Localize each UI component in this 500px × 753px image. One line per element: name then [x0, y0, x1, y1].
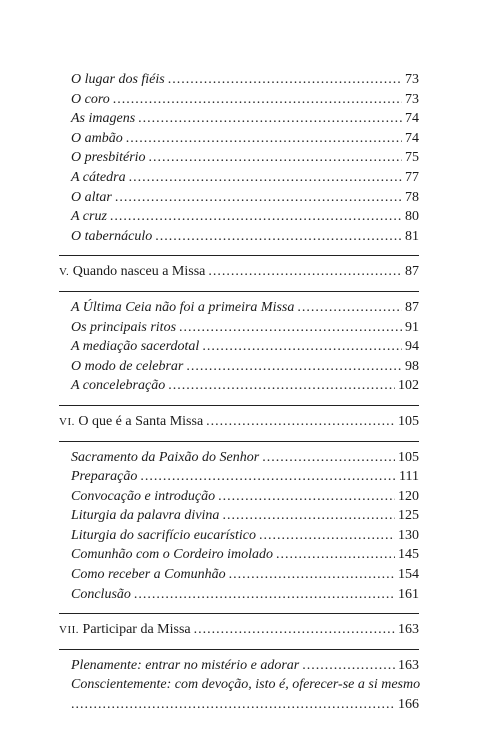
toc-entry-title: As imagens [71, 111, 136, 127]
toc-entry-page: 77 [405, 169, 419, 185]
toc-entry-title: Liturgia da palavra divina [71, 508, 220, 524]
section-divider [59, 291, 419, 292]
toc-entry [59, 526, 419, 546]
dot-leader [222, 506, 395, 526]
toc-entry-page: 105 [398, 449, 419, 465]
section-vi-entries [59, 448, 419, 605]
chapter-heading-v [59, 262, 419, 282]
dot-leader [113, 90, 402, 110]
section-vii-entries [59, 656, 419, 715]
toc-entry [59, 656, 419, 676]
toc-entry-page: 74 [405, 130, 419, 146]
toc-entry-title: A cátedra [71, 169, 126, 185]
toc-entry-title: O tabernáculo [71, 228, 153, 244]
dot-leader [110, 207, 402, 227]
toc-entry-page: 94 [405, 339, 419, 355]
toc-entry [59, 188, 419, 208]
table-of-contents [59, 70, 419, 715]
dot-leader [115, 188, 402, 208]
toc-entry-title: A cruz [71, 209, 107, 225]
toc-entry [59, 168, 419, 188]
dot-leader [218, 487, 395, 507]
toc-entry-page: 91 [405, 319, 419, 335]
toc-entry-page: 81 [405, 228, 419, 244]
toc-entry-page: 80 [405, 209, 419, 225]
dot-leader [126, 129, 402, 149]
chapter-heading-vi [59, 412, 419, 432]
toc-entry [59, 357, 419, 377]
toc-entry-page: 120 [398, 488, 419, 504]
chapter-numeral: V. [59, 266, 70, 279]
chapter-heading-vii [59, 620, 419, 640]
dot-leader [302, 656, 395, 676]
toc-entry-page: 161 [398, 586, 419, 602]
section-a-entries [59, 70, 419, 246]
toc-entry-title: Como receber a Comunhão [71, 567, 226, 583]
chapter-numeral: VI. [59, 415, 75, 428]
section-divider [59, 405, 419, 406]
toc-entry [59, 506, 419, 526]
toc-entry-title: Convocação e introdução [71, 488, 216, 504]
toc-entry-title: Preparação [71, 469, 138, 485]
chapter-title: O que é a Santa Missa [78, 413, 204, 429]
chapter-numeral: VII. [59, 624, 80, 637]
toc-entry [59, 545, 419, 565]
toc-entry [59, 227, 419, 247]
toc-entry-page: 125 [398, 508, 419, 524]
chapter-title: Quando nasceu a Missa [72, 264, 206, 280]
section-divider [59, 613, 419, 614]
toc-entry-continuation [59, 695, 419, 715]
toc-entry [59, 298, 419, 318]
dot-leader [297, 298, 402, 318]
toc-entry-page: 102 [398, 378, 419, 394]
toc-entry-title: A concelebração [71, 378, 166, 394]
toc-entry-title: O modo de celebrar [71, 358, 184, 374]
toc-entry [59, 90, 419, 110]
toc-entry-title: Sacramento da Paixão do Senhor [71, 449, 260, 465]
toc-entry-page: 166 [398, 697, 419, 713]
dot-leader [194, 620, 395, 640]
dot-leader [168, 376, 395, 396]
toc-entry-title: Plenamente: entrar no mistério e adorar [71, 657, 300, 673]
toc-entry-title: O altar [71, 189, 112, 205]
toc-entry-page: 78 [405, 189, 419, 205]
dot-leader [259, 526, 395, 546]
toc-entry [59, 148, 419, 168]
toc-entry-page: 73 [405, 72, 419, 87]
toc-entry-page: 154 [398, 567, 419, 583]
toc-entry-page: 87 [405, 299, 419, 315]
section-divider [59, 255, 419, 256]
toc-entry-page: 111 [399, 469, 419, 485]
toc-entry-title: O coro [71, 91, 110, 107]
dot-leader [71, 695, 395, 715]
toc-entry [59, 337, 419, 357]
toc-entry [59, 129, 419, 149]
toc-entry-page: 74 [405, 111, 419, 127]
toc-entry-page: 130 [398, 527, 419, 543]
section-v-entries [59, 298, 419, 396]
dot-leader [202, 337, 402, 357]
toc-entry [59, 318, 419, 338]
dot-leader [168, 70, 402, 90]
toc-entry-page: 98 [405, 358, 419, 374]
chapter-title: Participar da Missa [82, 622, 191, 638]
dot-leader [129, 168, 402, 188]
chapter-page: 87 [405, 264, 419, 280]
chapter-page: 105 [398, 413, 419, 429]
toc-entry-title: Conclusão [71, 586, 131, 602]
section-divider [59, 649, 419, 650]
toc-entry [59, 487, 419, 507]
dot-leader [186, 357, 402, 377]
toc-entry [59, 467, 419, 487]
toc-entry [59, 565, 419, 585]
toc-entry [59, 376, 419, 396]
toc-entry-page: 145 [398, 547, 419, 563]
section-divider [59, 441, 419, 442]
toc-entry [59, 448, 419, 468]
toc-entry-title: Liturgia do sacrifício eucarístico [71, 527, 256, 543]
toc-entry-page: 73 [405, 91, 419, 107]
dot-leader [206, 412, 395, 432]
dot-leader [155, 227, 402, 247]
toc-entry-page: 163 [398, 657, 419, 673]
toc-entry-title: Comunhão com o Cordeiro imolado [71, 547, 273, 563]
toc-entry [59, 585, 419, 605]
dot-leader [179, 318, 402, 338]
toc-entry-title: O presbitério [71, 150, 146, 166]
dot-leader [138, 109, 402, 129]
toc-entry-page: 75 [405, 150, 419, 166]
toc-entry [59, 207, 419, 227]
dot-leader [149, 148, 402, 168]
dot-leader [140, 467, 396, 487]
toc-entry-title: Os principais ritos [71, 319, 177, 335]
chapter-page: 163 [398, 622, 419, 638]
toc-entry-title: O lugar dos fiéis [71, 72, 165, 87]
dot-leader [262, 448, 395, 468]
dot-leader [229, 565, 395, 585]
toc-entry [59, 70, 419, 90]
dot-leader [208, 262, 402, 282]
toc-entry [59, 109, 419, 129]
toc-entry-title: O ambão [71, 130, 123, 146]
dot-leader [134, 585, 395, 605]
toc-entry-title: A Última Ceia não foi a primeira Missa [71, 299, 295, 315]
toc-entry-title: A mediação sacerdotal [71, 339, 200, 355]
dot-leader [276, 545, 395, 565]
toc-entry-title-wrapped: Conscientemente: com devoção, isto é, oferecer-se a si mesmo [71, 677, 421, 693]
